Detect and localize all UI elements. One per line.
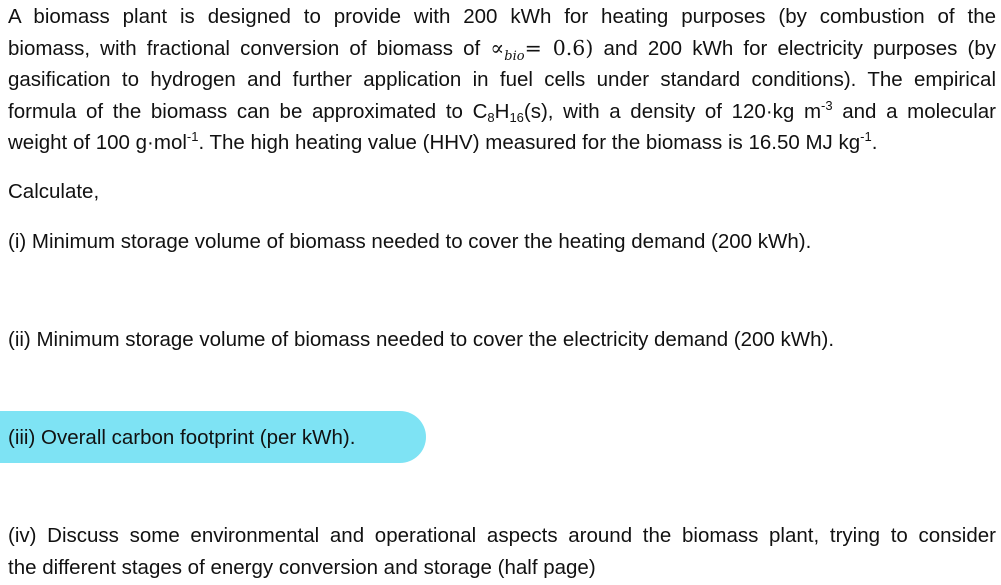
- question-iv: [8, 520, 996, 583]
- intro-line-4: [8, 96, 996, 128]
- problem-statement: [8, 1, 996, 159]
- question-iv-line-2: the different stages of energy conversion and storage (half page): [8, 555, 596, 579]
- intro-line-4-text-a: formula of the biomass can be approximated to C: [8, 99, 488, 123]
- density-exponent: -3: [821, 97, 833, 113]
- hhv-exponent: -1: [860, 129, 872, 145]
- intro-line-5-text-c: .: [871, 131, 878, 154]
- intro-line-2-text-a: biomass, with fractional conversion of biomass of: [8, 36, 491, 60]
- question-iii: (iii) Overall carbon footprint (per kWh).: [8, 426, 356, 449]
- intro-line-4-text-c: (s), with a density of 120·kg m: [523, 99, 822, 123]
- question-ii: (ii) Minimum storage volume of biomass needed to cover the electricity demand (200 kWh).: [8, 328, 835, 351]
- intro-line-2-text-b: and 200 kWh for electricity purposes (by: [593, 36, 997, 60]
- intro-line-1: A biomass plant is designed to provide with 200 kWh for heating purposes (by combustion of the: [8, 5, 996, 28]
- calculate-label: Calculate,: [8, 180, 100, 203]
- conversion-value: = 0.6): [524, 35, 594, 60]
- question-iv-line-1: (iv) Discuss some environmental and operational aspects around the biomass plant, trying to consider: [8, 524, 996, 547]
- formula-subscript-carbon: 8: [487, 109, 495, 125]
- intro-line-2: [8, 33, 996, 65]
- question-i: (i) Minimum storage volume of biomass needed to cover the heating demand (200 kWh).: [8, 230, 812, 253]
- alpha-symbol: ∝: [490, 35, 505, 60]
- intro-line-3: gasification to hydrogen and further application in fuel cells under standard conditions). The empirical: [8, 68, 996, 91]
- molar-mass-exponent: -1: [186, 129, 199, 145]
- alpha-subscript: bio: [504, 48, 525, 64]
- intro-line-5-text-a: weight of 100 g·mol: [8, 131, 187, 154]
- intro-line-4-text-d: and a molecular: [832, 99, 996, 123]
- formula-subscript-hydrogen: 16: [509, 109, 524, 125]
- formula-hydrogen: H: [494, 99, 510, 123]
- intro-line-5-text-b: . The high heating value (HHV) measured for the biomass is 16.50 MJ kg: [198, 131, 861, 154]
- intro-line-5: [8, 127, 996, 159]
